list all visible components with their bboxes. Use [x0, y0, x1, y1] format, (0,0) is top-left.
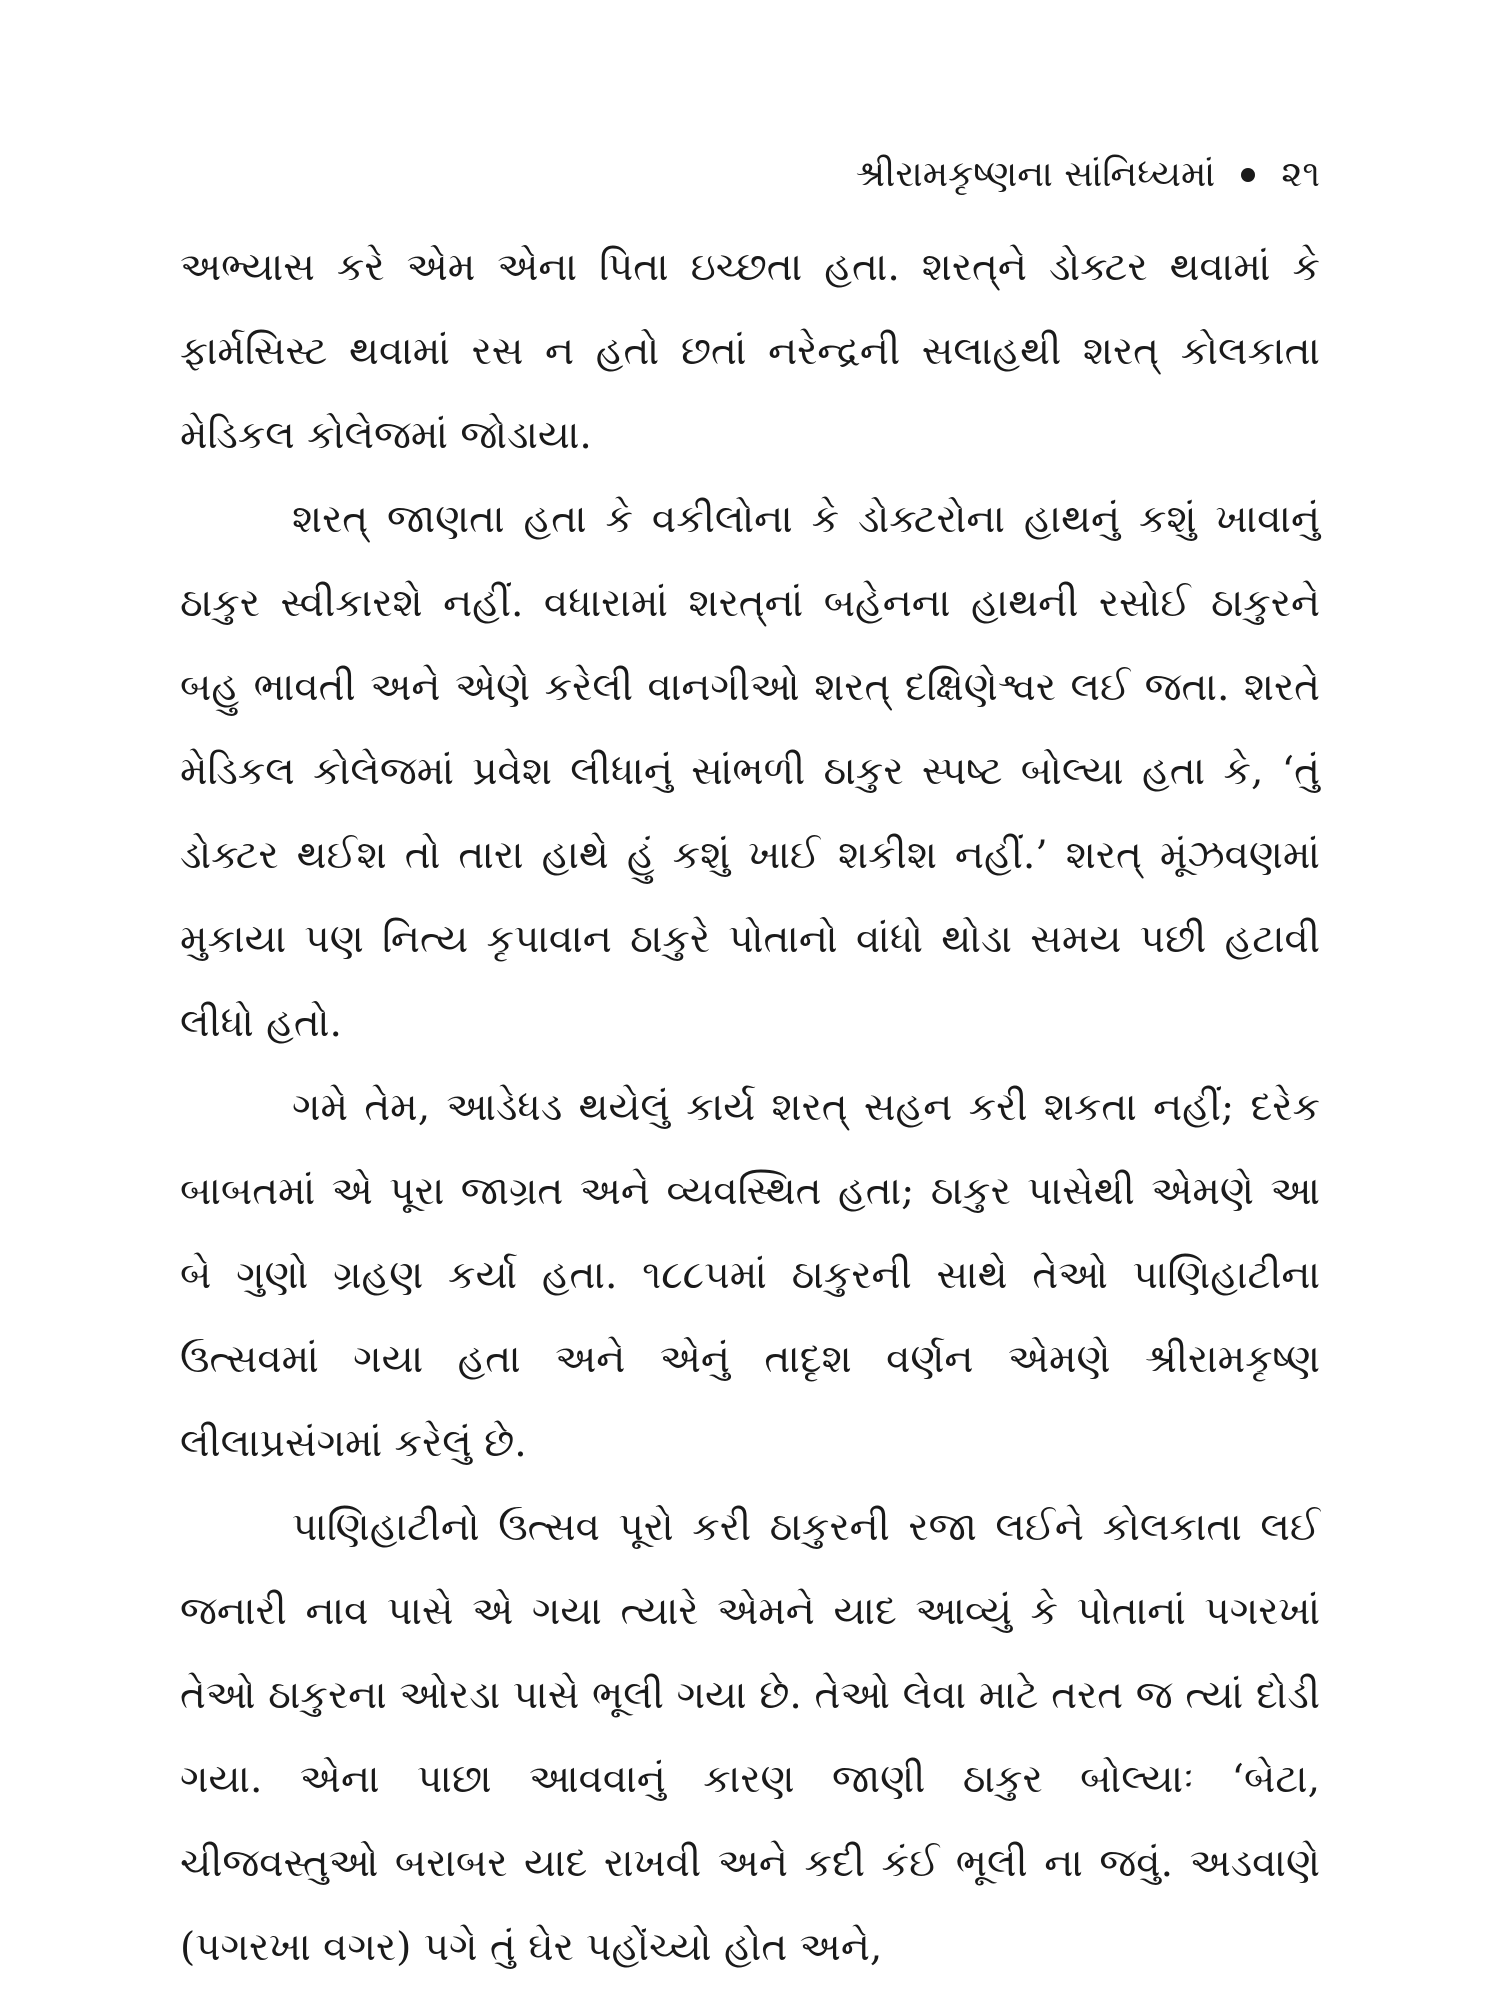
paragraph-4: પાણિહાટીનો ઉત્સવ પૂરો કરી ઠાકુરની રજા લઈને કોલકાતા લઈ જનારી નાવ પાસે એ ગયા ત્યારે એમને યાદ આવ્યું કે પોતાનાં પગરખાં તેઓ ઠાકુરના ઓરડા પાસે ભૂલી ગયા છે. તેઓ લેવા માટે તરત જ ત્યાં દોડી ગયા. એના પાછા આવવાનું કારણ જાણી ઠાકુર બોલ્યાઃ ‘બેટા, ચીજવસ્તુઓ બરાબર યાદ રાખવી અને કદી કંઈ ભૂલી ના જવું. અડવાણે (પગરખા વગર) પગે તું ઘેર પહોંચ્યો હોત અને,: [180, 1505, 1320, 1970]
paragraph-1: અભ્યાસ કરે એમ એના પિતા ઇચ્છતા હતા. શરત્‌ને ડોક્ટર થવામાં કે ફાર્મસિસ્ટ થવામાં રસ ન હતો છતાં નરેન્દ્રની સલાહથી શરત્ કોલકાતા મેડિકલ કોલેજમાં જોડાયા.: [180, 245, 1320, 458]
paragraph-3: ગમે તેમ, આડેધડ થયેલું કાર્ય શરત્ સહન કરી શકતા નહીં; દરેક બાબતમાં એ પૂરા જાગ્રત અને વ્યવસ્થિત હતા; ઠાકુર પાસેથી એમણે આ બે ગુણો ગ્રહણ કર્યા હતા. ૧૮૮૫માં ઠાકુરની સાથે તેઓ પાણિહાટીના ઉત્સવમાં ગયા હતા અને એનું તાદૃશ વર્ણન એમણે શ્રીરામકૃષ્ણ લીલાપ્રસંગમાં કરેલું છે.: [180, 1085, 1320, 1466]
body-text: [180, 226, 1320, 1990]
page-number: ૨૧: [1281, 154, 1320, 195]
running-header: [856, 150, 1320, 200]
bullet-separator: [1241, 168, 1255, 182]
paragraph-2: શરત્ જાણતા હતા કે વકીલોના કે ડોક્ટરોના હાથનું કશું ખાવાનું ઠાકુર સ્વીકારશે નહીં. વધારામાં શરત્‌નાં બહેનના હાથની રસોઈ ઠાકુરને બહુ ભાવતી અને એણે કરેલી વાનગીઓ શરત્ દક્ષિણેશ્વર લઈ જતા. શરતે મેડિકલ કોલેજમાં પ્રવેશ લીધાનું સાંભળી ઠાકુર સ્પષ્ટ બોલ્યા હતા કે, ‘તું ડોક્ટર થઈશ તો તારા હાથે હું કશું ખાઈ શકીશ નહીં.’ શરત્ મૂંઝવણમાં મુકાયા પણ નિત્ય કૃપાવાન ઠાકુરે પોતાનો વાંધો થોડા સમય પછી હટાવી લીધો હતો.: [180, 497, 1320, 1046]
running-title: શ્રીરામકૃષ્ણના સાંનિધ્યમાં: [855, 154, 1216, 195]
